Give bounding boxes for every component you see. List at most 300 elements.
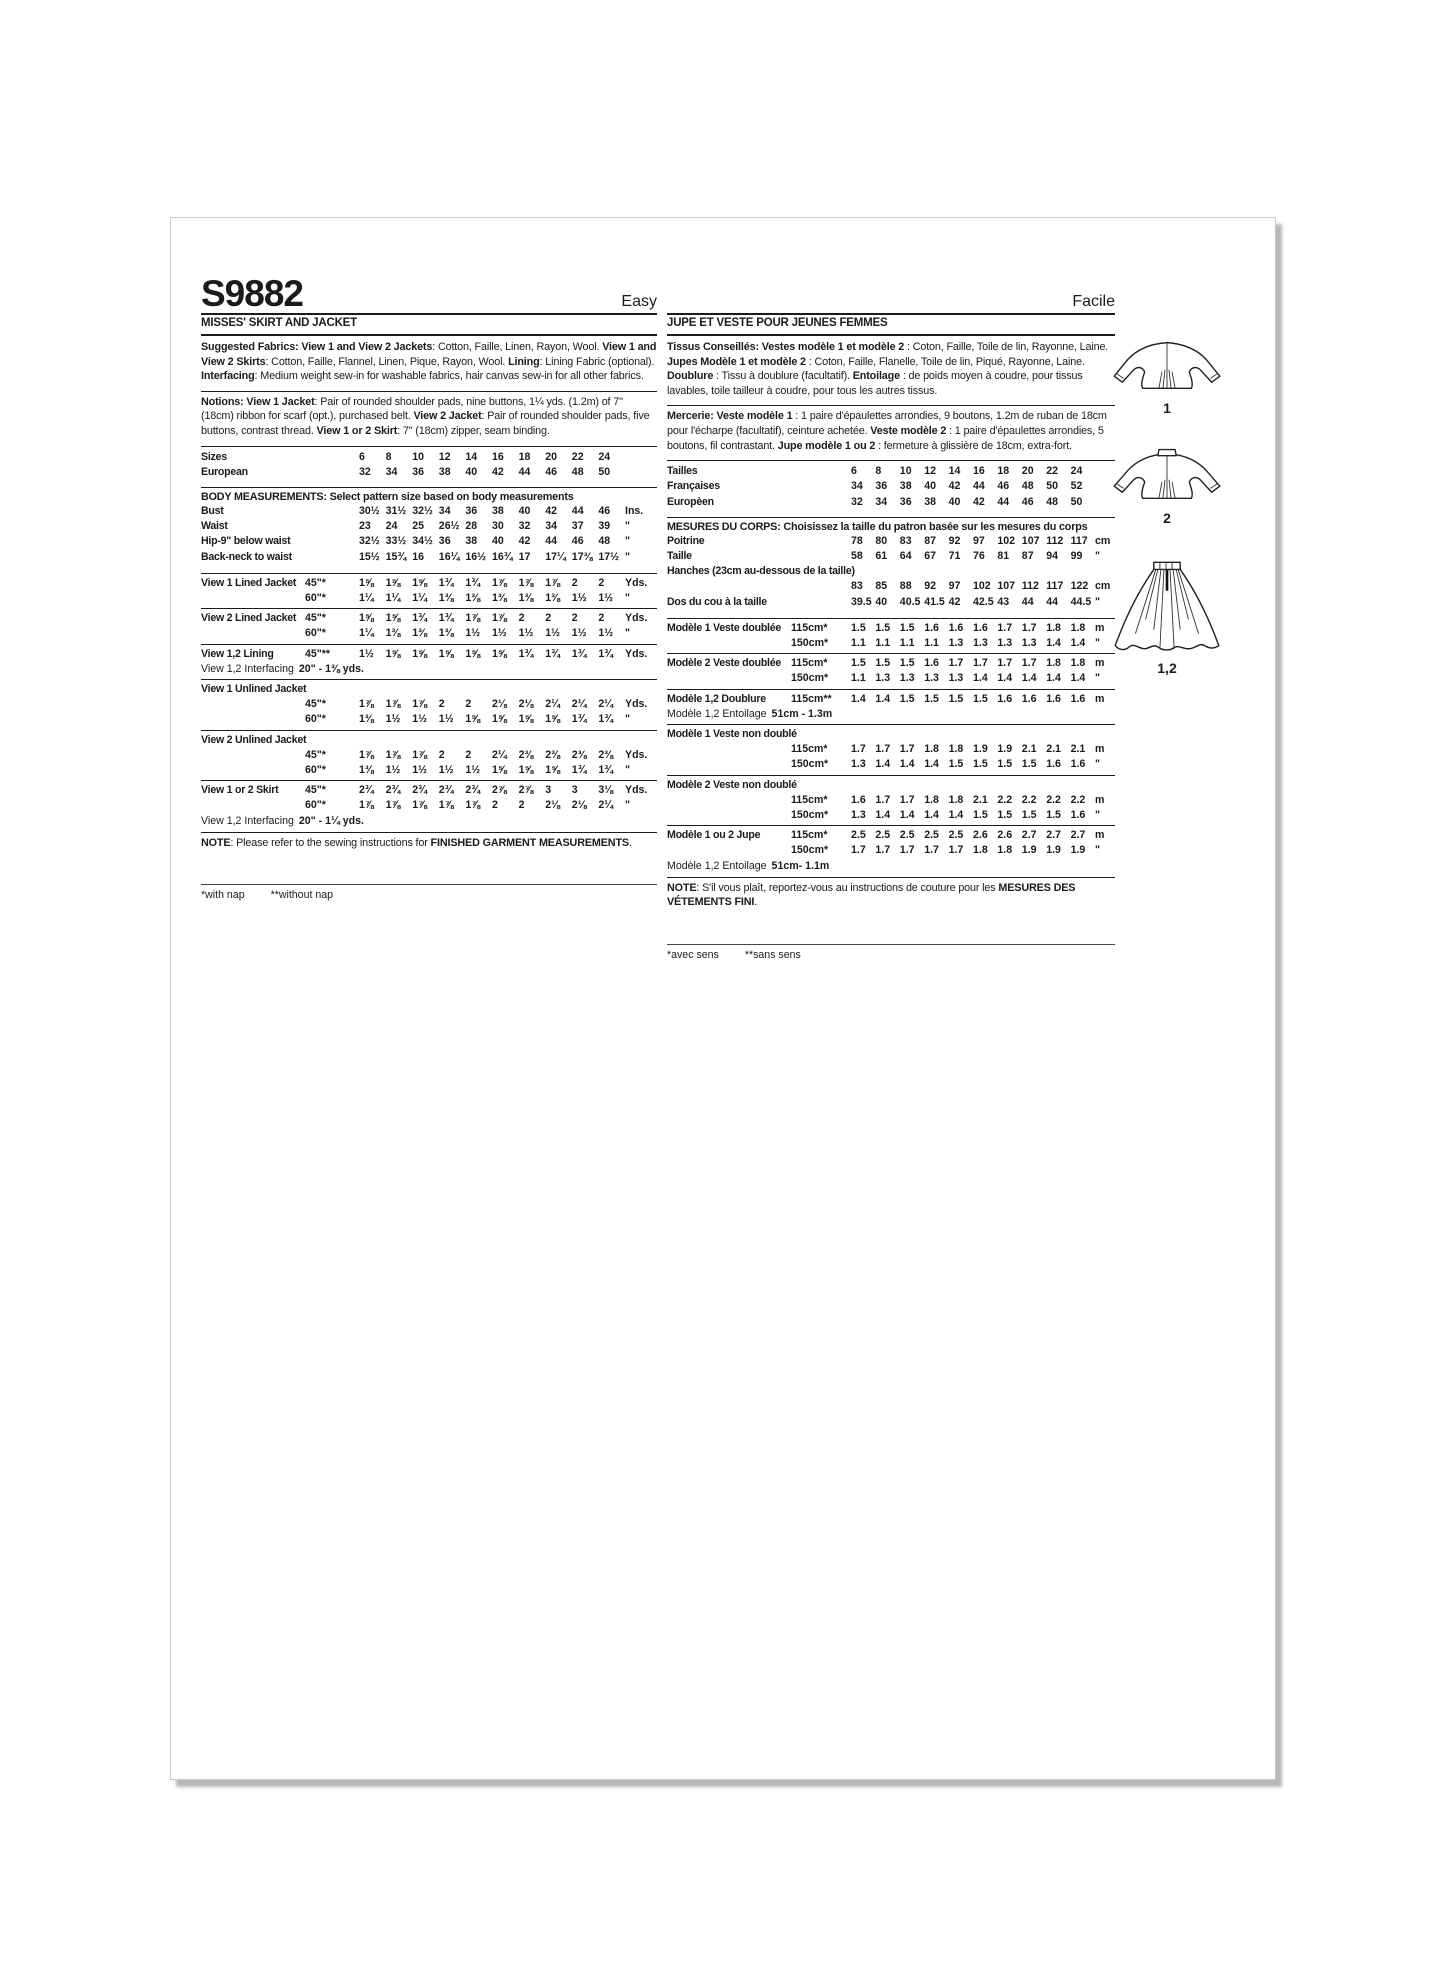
row-label: View 1,2 Interfacing	[201, 662, 294, 675]
bold-text: FINISHED GARMENT MEASUREMENTS	[430, 836, 629, 849]
text: : de poids moyen à coudre, pour tissus lavables, toile tailleur à coudre, pour tous les autres tissus.	[667, 370, 1083, 397]
mercerie-section-fr	[667, 405, 1115, 453]
unit-label: Yds.	[625, 748, 648, 761]
size-value: 99	[1070, 549, 1083, 562]
size-value: 41.5	[924, 595, 945, 608]
size-value: 42	[518, 535, 531, 548]
size-value: 1.7	[851, 743, 866, 756]
table-row	[201, 679, 657, 697]
size-value: 1.5	[899, 621, 915, 634]
body-measurements-heading-en: BODY MEASUREMENTS: Select pattern size based on body measurements	[201, 490, 574, 503]
size-value: 24	[385, 520, 398, 533]
size-value: 1.3	[924, 672, 939, 685]
unit-label: "	[625, 535, 631, 548]
size-value: 46	[598, 504, 611, 517]
size-value: 1½	[518, 627, 534, 640]
size-value: 1.7	[997, 621, 1013, 634]
size-value: 6	[359, 450, 365, 463]
size-value: 32½	[412, 504, 433, 517]
table-row	[667, 495, 1115, 510]
size-value: 1.5	[1046, 809, 1061, 822]
size-value: 44	[972, 480, 985, 493]
bold-text: Entoilage	[852, 370, 900, 383]
size-value: 2⅛	[545, 799, 560, 812]
size-value: 10	[899, 465, 912, 478]
size-value: 1¾	[438, 612, 454, 625]
size-value: 2.5	[948, 829, 964, 842]
bold-text: Tissus Conseillés: Vestes modèle 1 et modèle 2	[667, 341, 905, 353]
fabric-width: 150cm*	[791, 809, 829, 822]
size-value: 32	[851, 495, 863, 508]
bold-text: Interfacing	[201, 370, 255, 383]
table-row	[201, 697, 657, 712]
size-value: 97	[948, 580, 961, 593]
size-value: 1½	[465, 627, 481, 640]
text: : Medium weight sew-in for washable fabrics, hair canvas sew-in for all other fabrics.	[254, 370, 644, 383]
note-en	[201, 832, 657, 851]
size-value: 1½	[571, 591, 587, 604]
size-value: 1.3	[972, 636, 988, 649]
size-value: 38	[899, 480, 912, 493]
view-illustrations	[1087, 338, 1247, 706]
size-value: 1⅞	[385, 698, 401, 711]
size-value: 1.8	[972, 844, 988, 857]
size-value: 8	[385, 450, 392, 463]
size-value: 1⅜	[545, 591, 560, 604]
jacket-back-view1-drawing	[1101, 338, 1233, 396]
size-value: 2	[598, 576, 605, 589]
unit-label: m	[1094, 621, 1105, 634]
size-value: 2.2	[1070, 793, 1086, 806]
row-label: Back-neck to waist	[201, 550, 292, 563]
size-value: 36	[412, 465, 424, 478]
size-value: 1.7	[1021, 621, 1037, 634]
size-value: 1¾	[571, 647, 587, 660]
size-value: 42	[492, 465, 504, 478]
size-value: 42	[545, 504, 557, 517]
table-row	[667, 534, 1115, 549]
size-value: 1.4	[1070, 672, 1086, 685]
size-value: 20	[1021, 465, 1034, 478]
table-row	[667, 671, 1115, 686]
row-label: Europèen	[667, 495, 714, 508]
size-value: 92	[924, 580, 936, 593]
body-measurements-section-en	[201, 487, 657, 565]
size-value: 1.3	[948, 672, 964, 685]
footnote-without-nap: **without nap	[270, 889, 334, 902]
bold-text: Jupe modèle 1 ou 2	[777, 439, 876, 452]
size-value: 1.9	[1021, 844, 1037, 857]
size-value: 44	[545, 535, 557, 548]
size-value: 46	[997, 480, 1010, 493]
size-value: 2	[545, 612, 552, 625]
footnote-with-nap: *with nap	[201, 889, 245, 902]
size-value: 117	[1070, 534, 1088, 547]
unit-label: cm	[1094, 580, 1111, 593]
size-value: 1.3	[875, 672, 891, 685]
size-value: 2¼	[571, 698, 587, 711]
size-value: 1.7	[924, 844, 939, 857]
size-value: 43	[997, 595, 1010, 608]
size-value: 36	[438, 535, 451, 548]
size-value: 2.5	[899, 829, 915, 842]
fabric-width: 115cm*	[791, 621, 828, 634]
size-value: 2.5	[851, 829, 866, 842]
size-value: 18	[997, 465, 1010, 478]
size-value: 2	[438, 748, 445, 761]
size-value: 8	[875, 465, 882, 478]
size-value: 50	[1046, 480, 1058, 493]
size-value: 38	[924, 495, 936, 508]
size-value: 1½	[359, 647, 374, 660]
size-value: 1⅝	[465, 647, 481, 660]
sheet-content	[171, 218, 1275, 1779]
fabric-width: 150cm*	[791, 672, 829, 685]
text: : Pair of rounded shoulder pads, five buttons, contrast thread.	[201, 410, 650, 437]
row-label: Modèle 1 Veste non doublé	[667, 728, 797, 740]
text: : S'il vous plaît, reportez-vous au instructions de couture pour les	[696, 881, 999, 894]
size-value: 2	[438, 698, 445, 711]
size-value: 1½	[412, 764, 427, 777]
row-label: Waist	[201, 520, 228, 533]
table-row	[201, 450, 657, 465]
bold-text: View 1 and View 2 Skirts	[201, 341, 657, 368]
size-value: 1.4	[924, 809, 939, 822]
size-value: 25	[412, 520, 424, 533]
size-value: 1⅝	[438, 647, 454, 660]
fabric-width: 60"*	[305, 799, 326, 812]
size-value: 1⅜	[518, 591, 534, 604]
unit-label: "	[1094, 758, 1101, 771]
size-value: 71	[948, 549, 961, 562]
size-value: 1⅞	[412, 698, 427, 711]
size-value: 36	[465, 504, 478, 517]
size-value: 1.8	[924, 793, 939, 806]
size-value: 1.1	[924, 636, 939, 649]
size-value: 1.6	[1070, 809, 1086, 822]
fabric-width: 115cm*	[791, 743, 828, 756]
size-value: 2.1	[972, 793, 988, 806]
size-value: 2¾	[465, 784, 481, 797]
size-value: 67	[924, 549, 936, 562]
fabric-width: 45"*	[305, 748, 326, 761]
yardage-table-fr	[667, 618, 1115, 874]
table-row	[201, 763, 657, 778]
row-label: View 1,2 Interfacing	[201, 814, 294, 827]
size-value: 1.7	[948, 657, 964, 670]
size-value: 87	[1021, 549, 1034, 562]
unit-label: m	[1094, 743, 1105, 756]
size-value: 1.7	[899, 743, 915, 756]
size-value: 1.6	[1070, 758, 1086, 771]
fabric-width: 150cm*	[791, 758, 829, 771]
fabric-width: 60"*	[305, 591, 326, 604]
table-row	[201, 662, 657, 677]
table-row	[201, 519, 657, 534]
table-row	[667, 653, 1115, 671]
size-value: 36	[875, 480, 888, 493]
size-value: 1⅞	[518, 576, 534, 589]
suggested-fabrics-fr	[667, 340, 1115, 398]
size-value: 1.6	[948, 621, 964, 634]
size-value: 1.4	[899, 758, 915, 771]
fabric-width: 60"*	[305, 713, 326, 726]
size-value: 20	[545, 450, 557, 463]
bold-text: NOTE	[667, 881, 697, 894]
bold-text: Doublure	[667, 370, 714, 383]
size-value: 3	[571, 784, 578, 797]
size-value: 1.6	[1021, 692, 1037, 705]
size-value: 1.7	[851, 844, 866, 857]
size-value: 44	[997, 495, 1010, 508]
size-value: 1⅜	[438, 591, 454, 604]
unit-label: Ins.	[625, 504, 644, 517]
size-value: 1.7	[899, 793, 915, 806]
difficulty-label-en: Easy	[621, 293, 657, 310]
size-value: 26½	[438, 520, 460, 533]
size-value: 1¾	[465, 576, 481, 589]
row-label: Modèle 1,2 Entoilage	[667, 707, 767, 720]
size-value: 1⅝	[545, 713, 560, 726]
size-value: 2.7	[1070, 829, 1086, 842]
size-value: 1.4	[972, 672, 988, 685]
english-column	[201, 266, 657, 901]
size-value: 1⅞	[465, 799, 481, 812]
size-value: 1.8	[948, 793, 964, 806]
size-value: 32	[518, 520, 531, 533]
fabric-width: 150cm*	[791, 636, 829, 649]
size-value: 44	[518, 465, 531, 478]
unit-label: "	[625, 799, 631, 812]
size-value: 1.4	[875, 692, 891, 705]
fabric-width: 115cm*	[791, 793, 828, 806]
text: : Lining Fabric (optional).	[539, 355, 655, 368]
size-value: 1.4	[899, 809, 915, 822]
size-value: 40.5	[899, 595, 921, 608]
size-value: 40	[924, 480, 936, 493]
size-value: 1⅝	[492, 764, 507, 777]
size-value: 48	[1046, 495, 1058, 508]
size-value: 17	[518, 550, 531, 563]
size-value: 1⅝	[359, 576, 374, 589]
bold-text: View 2 Jacket	[413, 410, 482, 423]
size-value: 1⅜	[412, 627, 427, 640]
size-value: 17¼	[545, 550, 566, 563]
fabric-width: 115cm*	[791, 829, 828, 842]
size-value: 1¾	[412, 612, 427, 625]
size-value: 58	[851, 549, 863, 562]
row-label: Tailles	[667, 465, 698, 478]
size-value: 2¾	[359, 784, 374, 797]
size-value: 2.2	[1046, 793, 1061, 806]
fabric-width: 45"**	[305, 647, 331, 660]
size-value: 16	[412, 550, 424, 563]
skirt-back-drawing	[1101, 556, 1233, 656]
pattern-number: S9882	[201, 272, 303, 314]
size-value: 2.6	[997, 829, 1013, 842]
size-value: 2.7	[1046, 829, 1061, 842]
size-value: 2	[518, 799, 525, 812]
size-value: 2.1	[1070, 743, 1086, 756]
skirt-label: 1,2	[1157, 660, 1177, 676]
view2-label: 2	[1163, 510, 1171, 526]
unit-label: Yds.	[625, 612, 648, 625]
size-value: 2.5	[924, 829, 939, 842]
size-value: 1⅝	[385, 647, 401, 660]
size-value: 1.7	[1021, 657, 1037, 670]
size-value: 42	[948, 480, 961, 493]
size-value: 32	[359, 465, 371, 478]
notions-en	[201, 395, 657, 439]
size-value: 34	[875, 495, 888, 508]
size-value: 23	[359, 520, 371, 533]
row-label: View 2 Lined Jacket	[201, 612, 297, 625]
table-row	[667, 742, 1115, 757]
table-row	[201, 626, 657, 641]
skirt-figure	[1101, 556, 1233, 676]
size-value: 1⅝	[385, 576, 401, 589]
size-value: 2⅛	[492, 698, 507, 711]
row-label: Modèle 1,2 Doublure	[667, 692, 766, 705]
size-value: 40	[518, 504, 531, 517]
size-value: 1.4	[1046, 672, 1061, 685]
bold-text: NOTE	[201, 836, 231, 849]
size-value: 1¾	[598, 764, 614, 777]
size-value: 1.7	[875, 743, 891, 756]
size-value: 2	[598, 612, 605, 625]
row-label: Hip-9" below waist	[201, 535, 291, 548]
size-value: 1.8	[1046, 621, 1061, 634]
size-value: 1.7	[875, 793, 891, 806]
unit-label: "	[1094, 595, 1101, 608]
size-value: 1⅜	[359, 713, 374, 726]
size-value: 1.8	[1070, 657, 1086, 670]
size-value: 2¼	[598, 799, 614, 812]
table-row	[201, 608, 657, 626]
unit-label: m	[1094, 829, 1105, 842]
size-value: 1.4	[1046, 636, 1061, 649]
size-value: 1.6	[997, 692, 1013, 705]
unit-label: Yds.	[625, 647, 648, 660]
size-value: 1½	[492, 627, 507, 640]
size-value: 1.5	[875, 657, 891, 670]
size-value: 2	[492, 799, 498, 812]
size-value: 1.5	[972, 692, 988, 705]
text: .	[628, 836, 632, 849]
size-value: 1⅝	[545, 764, 560, 777]
size-value: 22	[1046, 465, 1058, 478]
size-value: 1.3	[948, 636, 964, 649]
size-value: 1.9	[1070, 844, 1086, 857]
sizes-table-fr	[667, 460, 1115, 510]
size-value: 14	[948, 465, 961, 478]
size-value: 2.1	[1046, 743, 1061, 756]
yardage-table-en	[201, 573, 657, 829]
size-value: 36	[899, 495, 912, 508]
fabric-width: 60"*	[305, 764, 326, 777]
row-label: Modèle 1,2 Entoilage	[667, 859, 767, 872]
size-value: 1.3	[851, 809, 866, 822]
size-value: 16¾	[492, 550, 513, 563]
size-value: 32½	[359, 535, 380, 548]
size-value: 1⅞	[359, 799, 374, 812]
bold-text: View 1 or 2 Skirt	[316, 424, 398, 437]
size-value: 2	[571, 612, 578, 625]
size-value: 16¼	[438, 550, 460, 563]
size-value: 2¾	[412, 784, 427, 797]
size-value: 1.7	[997, 657, 1013, 670]
size-value: 1.5	[899, 657, 915, 670]
size-value: 1.5	[1021, 809, 1037, 822]
table-row	[667, 618, 1115, 636]
size-value: 1.3	[899, 672, 915, 685]
table-row	[667, 808, 1115, 823]
sizes-table-en	[201, 446, 657, 480]
size-value: 1⅝	[465, 713, 481, 726]
fabric-width: 115cm*	[791, 657, 828, 670]
size-value: 1.5	[1021, 758, 1037, 771]
size-value: 61	[875, 549, 888, 562]
size-value: 10	[412, 450, 424, 463]
size-value: 1¼	[412, 591, 427, 604]
size-value: 1.6	[1046, 758, 1061, 771]
size-value: 1⅞	[412, 799, 427, 812]
size-value: 112	[1021, 580, 1039, 593]
size-value: 34½	[412, 535, 433, 548]
size-value: 102	[997, 534, 1016, 547]
size-value: 48	[1021, 480, 1034, 493]
notions-section-en	[201, 391, 657, 439]
size-value: 1.5	[972, 758, 988, 771]
table-row	[667, 549, 1115, 564]
size-value: 1¼	[385, 591, 401, 604]
body-measurements-table-fr	[667, 534, 1115, 610]
size-value: 39	[598, 520, 611, 533]
size-value: 80	[875, 534, 888, 547]
size-value: 1.8	[948, 743, 964, 756]
table-row	[201, 644, 657, 662]
size-value: 1.8	[1046, 657, 1061, 670]
size-value: 1.7	[875, 844, 891, 857]
table-row	[667, 564, 1115, 579]
bold-text: Mercerie: Veste modèle 1	[667, 410, 793, 423]
bold-text: Notions: View 1 Jacket	[201, 395, 315, 408]
size-value: 1⅜	[438, 627, 454, 640]
size-value: 1.7	[972, 657, 988, 670]
unit-label: m	[1094, 692, 1105, 705]
fabric-width: 150cm*	[791, 844, 829, 857]
size-value: 1⅞	[385, 799, 401, 812]
size-value: 1⅞	[412, 748, 427, 761]
size-value: 2⅜	[518, 748, 534, 761]
pattern-envelope-back-sheet	[170, 217, 1276, 1780]
size-value: 1.5	[972, 809, 988, 822]
unit-label: cm	[1094, 534, 1111, 547]
size-value: 1⅝	[359, 612, 374, 625]
size-value: 1¼	[359, 627, 374, 640]
row-label: View 2 Unlined Jacket	[201, 733, 307, 746]
size-value: 87	[924, 534, 936, 547]
unit-label: Yds.	[625, 576, 648, 589]
size-value: 1½	[385, 713, 401, 726]
size-value: 34	[438, 504, 451, 517]
size-value: 1⅜	[385, 627, 401, 640]
size-value: 85	[875, 580, 888, 593]
size-value: 2⅛	[518, 698, 534, 711]
size-value: 16	[492, 450, 504, 463]
size-value: 42	[972, 495, 985, 508]
size-value: 40	[875, 595, 888, 608]
